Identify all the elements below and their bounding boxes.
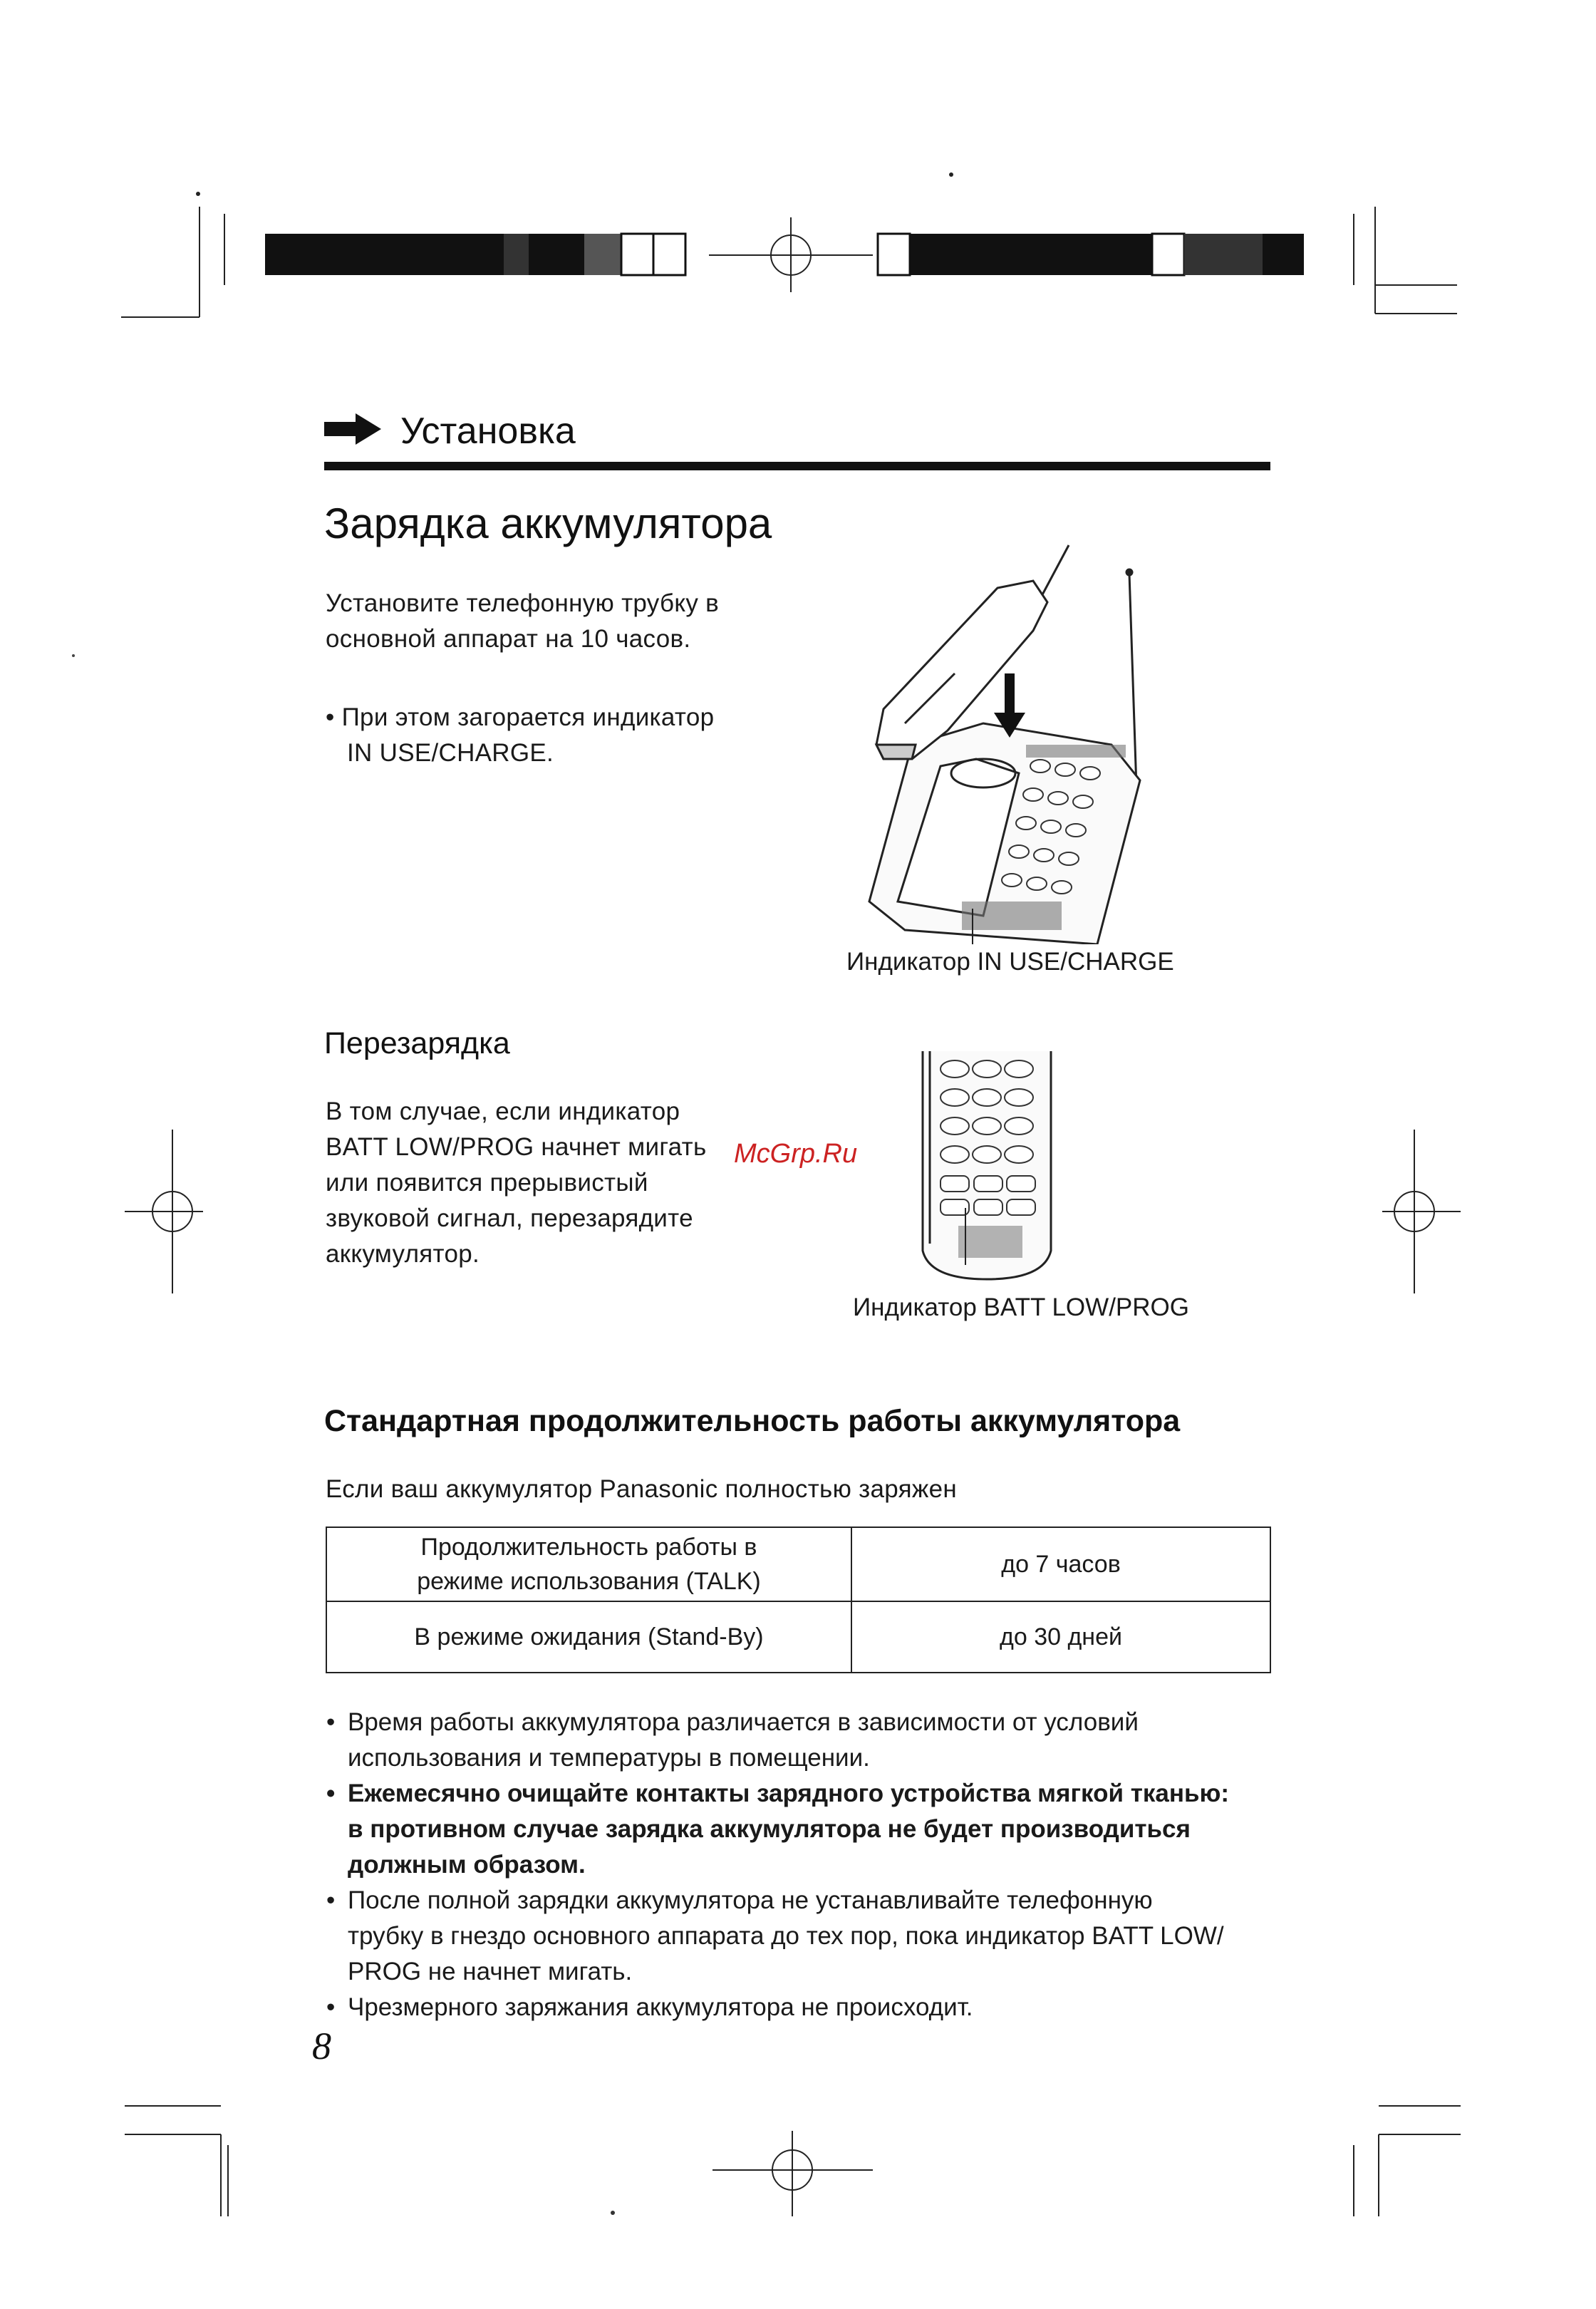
table-cell-value: до 30 дней [851, 1601, 1270, 1673]
figure1-caption: Индикатор IN USE/CHARGE [846, 948, 1174, 976]
list-item [326, 1990, 1274, 2025]
recharge-line: BATT LOW/PROG начнет мигать [326, 1133, 707, 1161]
intro-bullet-line: При этом загорается индикатор [341, 703, 715, 731]
phone-base-illustration [855, 531, 1154, 944]
recharge-line: звуковой сигнал, перезарядите [326, 1204, 693, 1232]
table-row [326, 1601, 1270, 1673]
recharge-text [326, 1094, 707, 1272]
list-item [326, 1705, 1274, 1776]
list-item [326, 1883, 1274, 1990]
bullet-char: • [326, 1886, 336, 1914]
table-row [326, 1527, 1270, 1601]
list-item [326, 1776, 1274, 1883]
note-line: использования и температуры в помещении. [348, 1744, 870, 1772]
intro-line: основной аппарат на 10 часов. [326, 625, 691, 653]
notes-list [326, 1705, 1274, 2025]
note-line: должным образом. [348, 1851, 586, 1879]
intro-bullet-line: IN USE/CHARGE. [347, 739, 554, 767]
recharge-line: В том случае, если индикатор [326, 1097, 680, 1125]
table-cell-mode: В режиме ожидания (Stand-By) [326, 1601, 851, 1673]
table-cell-value: до 7 часов [851, 1527, 1270, 1601]
note-line: Ежемесячно очищайте контакты зарядного устройства мягкой тканью: [348, 1779, 1230, 1807]
intro-bullet [326, 700, 714, 771]
handset-keypad-illustration [916, 1051, 1058, 1286]
note-line: PROG не начнет мигать. [348, 1958, 633, 1985]
battery-subtitle: Если ваш аккумулятор Panasonic полностью заряжен [326, 1475, 957, 1503]
page-number: 8 [312, 2025, 331, 2067]
note-line: Время работы аккумулятора различается в зависимости от условий [348, 1708, 1139, 1736]
figure2-caption: Индикатор BATT LOW/PROG [853, 1293, 1189, 1321]
section-arrow-icon [324, 413, 381, 445]
battery-table [326, 1527, 1271, 1673]
note-line: После полной зарядки аккумулятора не устанавливайте телефонную [348, 1886, 1153, 1914]
recharge-title: Перезарядка [324, 1026, 510, 1060]
table-cell-mode [326, 1527, 851, 1601]
bullet-char: • [326, 1708, 336, 1736]
battery-title: Стандартная продолжительность работы аккумулятора [324, 1404, 1181, 1438]
intro-line: Установите телефонную трубку в [326, 589, 720, 617]
mode-line: режиме использования (TALK) [417, 1568, 761, 1595]
intro-text [326, 586, 719, 657]
page-title: Зарядка аккумулятора [324, 500, 772, 547]
bullet-char: • [326, 1993, 336, 2021]
watermark: McGrp.Ru [734, 1139, 858, 1169]
mode-line: Продолжительность работы в [420, 1534, 757, 1561]
bullet-char: • [326, 703, 335, 731]
section-rule [324, 462, 1270, 470]
bullet-char: • [326, 1779, 336, 1807]
recharge-line: или появится прерывистый [326, 1169, 648, 1197]
note-line: в противном случае зарядка аккумулятора не будет производиться [348, 1815, 1191, 1843]
note-line: трубку в гнездо основного аппарата до тех пор, пока индикатор BATT LOW/ [348, 1922, 1224, 1950]
note-line: Чрезмерного заряжания аккумулятора не происходит. [348, 1993, 973, 2021]
recharge-line: аккумулятор. [326, 1240, 480, 1268]
section-title: Установка [400, 410, 576, 452]
